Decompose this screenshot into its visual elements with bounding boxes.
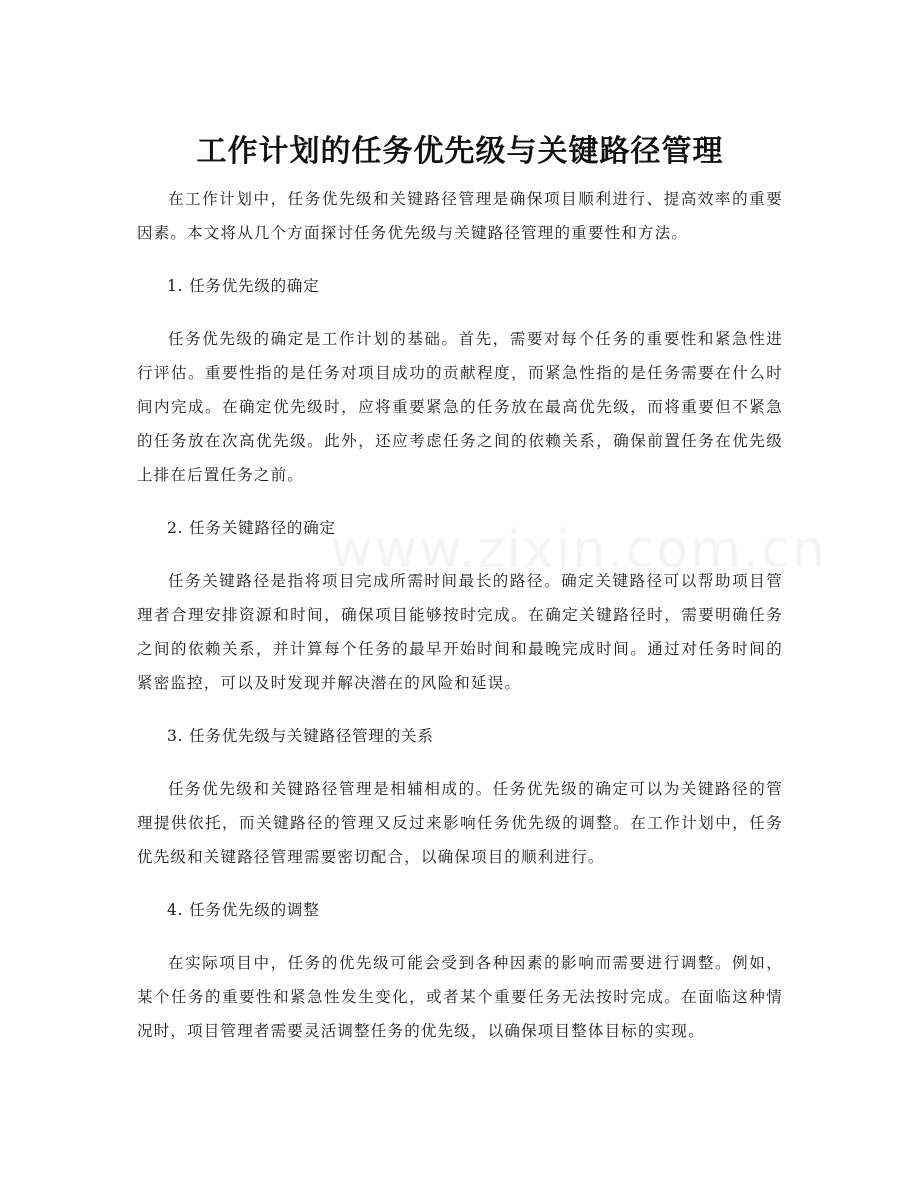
- section-body-2: 任务关键路径是指将项目完成所需时间最长的路径。确定关键路径可以帮助项目管理者合理安排资源和时间，确保项目能够按时完成。在确定关键路径时，需要明确任务之间的依赖关系，并计算每个任务的最早开始时间和最晚完成时间。通过对任务时间的紧密监控，可以及时发现并解决潜在的风险和延误。: [137, 572, 783, 692]
- document-body: [137, 182, 783, 1048]
- document-title: 工作计划的任务优先级与关键路径管理: [196, 134, 724, 170]
- section-heading-4: 4. 任务优先级的调整: [167, 901, 320, 919]
- intro-paragraph: 在工作计划中，任务优先级和关键路径管理是确保项目顺利进行、提高效率的重要因素。本文将从几个方面探讨任务优先级与关键路径管理的重要性和方法。: [137, 190, 783, 242]
- section-heading-2: 2. 任务关键路径的确定: [167, 519, 336, 537]
- section-body-4: 在实际项目中，任务的优先级可能会受到各种因素的影响而需要进行调整。例如，某个任务的重要性和紧急性发生变化，或者某个重要任务无法按时完成。在面临这种情况时，项目管理者需要灵活调整任务的优先级，以确保项目整体目标的实现。: [137, 954, 783, 1040]
- section-body-1: 任务优先级的确定是工作计划的基础。首先，需要对每个任务的重要性和紧急性进行评估。重要性指的是任务对项目成功的贡献程度，而紧急性指的是任务需要在什么时间内完成。在确定优先级时，应将重要紧急的任务放在最高优先级，而将重要但不紧急的任务放在次高优先级。此外，还应考虑任务之间的依赖关系，确保前置任务在优先级上排在后置任务之前。: [137, 330, 783, 484]
- section-body-3: 任务优先级和关键路径管理是相辅相成的。任务优先级的确定可以为关键路径的管理提供依托，而关键路径的管理又反过来影响任务优先级的调整。在工作计划中，任务优先级和关键路径管理需要密切配合，以确保项目的顺利进行。: [137, 780, 783, 866]
- section-heading-1: 1. 任务优先级的确定: [167, 277, 320, 295]
- section-heading-3: 3. 任务优先级与关键路径管理的关系: [167, 727, 434, 745]
